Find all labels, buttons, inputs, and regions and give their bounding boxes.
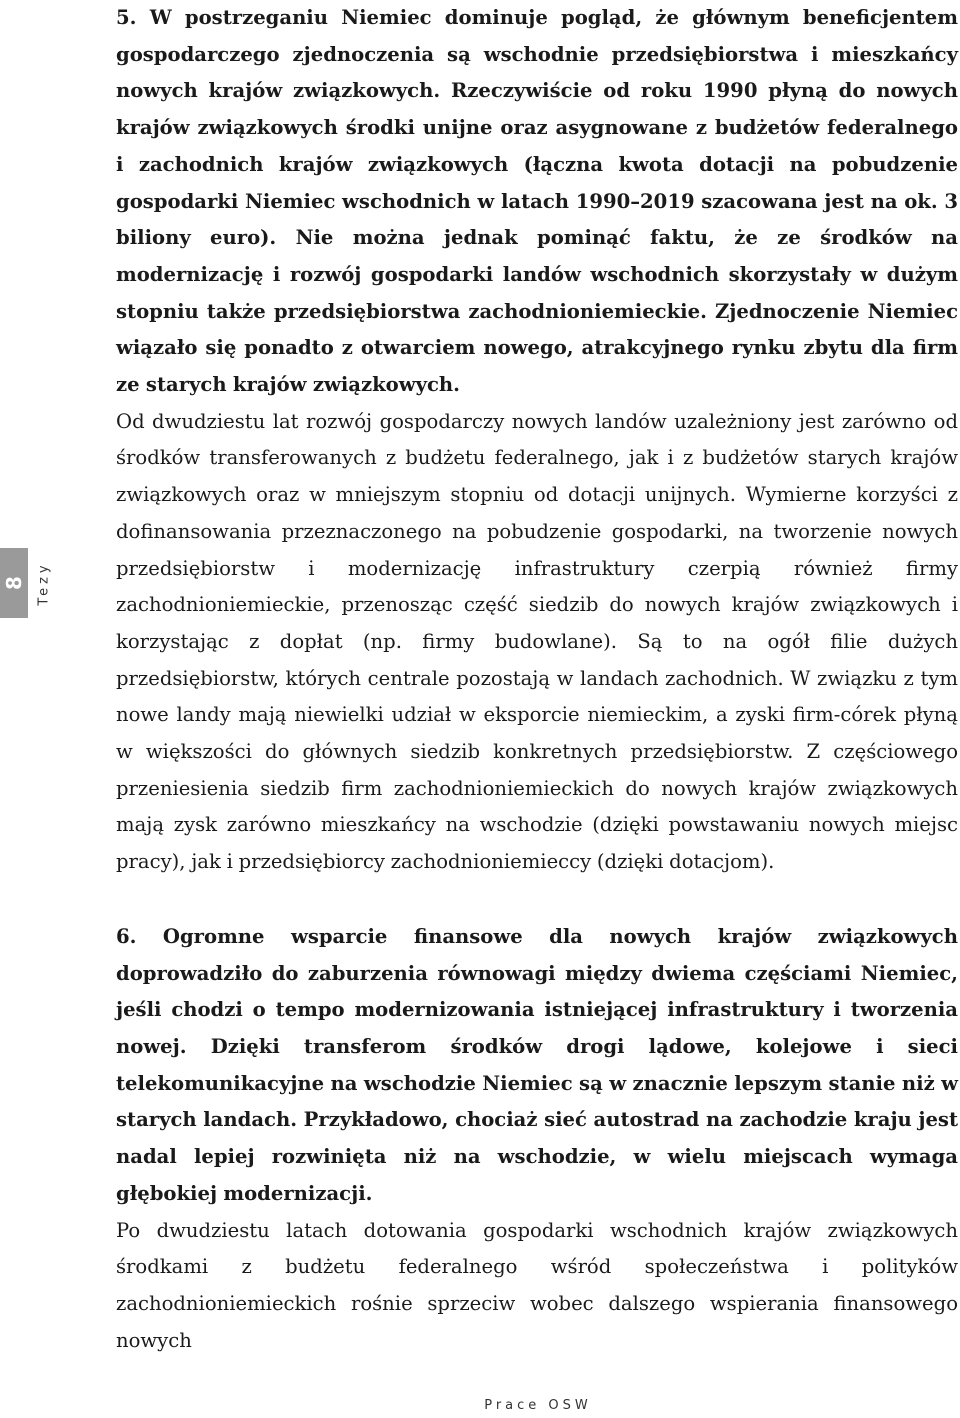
section-spacer — [116, 881, 958, 919]
section-label-box — [32, 548, 56, 618]
footer-publication: Prace OSW — [484, 1398, 592, 1413]
thesis-5-number: 5. — [116, 6, 137, 29]
page-number: 8 — [1, 576, 26, 590]
thesis-6-paragraph — [116, 919, 958, 1213]
thesis-5-text: W postrzeganiu Niemiec dominuje pogląd, że głównym beneficjentem gospodarczego zjednoczenia są wschodnie przedsiębiorstwa i mieszkańcy nowych krajów związkowych. Rzeczywiście od roku 1990 płyną do nowych krajów związkowych środki unijne oraz asygnowane z budżetów federalnego i zachodnich krajów związkowych (łączna kwota dotacji na pobudzenie gospodarki Niemiec wschodnich w latach 1990–2019 szacowana jest na ok. 3 biliony euro). Nie można jednak pominąć faktu, że ze środków na modernizację i rozwój gospodarki landów wschodnich skorzystały w dużym stopniu także przedsiębiorstwa zachodnioniemieckie. Zjednoczenie Niemiec wiązało się ponadto z otwarciem nowego, atrakcyjnego rynku zbytu dla firm ze starych krajów związkowych. — [116, 6, 958, 397]
thesis-6-text: Ogromne wsparcie finansowe dla nowych krajów związkowych doprowadziło do zaburzenia równowagi między dwiema częściami Niemiec, jeśli chodzi o tempo modernizowania istniejącej infrastruktury i tworzenia nowej. Dzięki transferom środków drogi lądowe, kolejowe i sieci telekomunikacyjne na wschodzie Niemiec są w znacznie lepszym stanie niż w starych landach. Przykładowo, chociaż sieć autostrad na zachodzie kraju jest nadal lepiej rozwinięta niż na wschodzie, w wielu miejscach wymaga głębokiej modernizacji. — [116, 924, 958, 1205]
thesis-section-6 — [116, 919, 958, 1359]
thesis-6-body: Po dwudziestu latach dotowania gospodarki wschodnich krajów związkowych środkami z budżetu federalnego wśród społeczeństwa i polityków zachodnioniemieckich rośnie sprzeciw wobec dalszego wspierania finansowego nowych — [116, 1218, 958, 1352]
thesis-6-number: 6. — [116, 924, 137, 948]
thesis-section-5 — [116, 0, 958, 881]
page-number-box — [0, 548, 28, 618]
thesis-5-paragraph — [116, 0, 958, 404]
page-content — [116, 0, 958, 1359]
page-footer — [0, 1398, 960, 1413]
thesis-5-body: Od dwudziestu lat rozwój gospodarczy nowych landów uzależniony jest zarówno od środków transferowanych z budżetu federalnego, jak i z budżetów starych krajów związkowych oraz w mniejszym stopniu od dotacji unijnych. Wymierne korzyści z dofinansowania przeznaczonego na pobudzenie gospodarki, na tworzenie nowych przedsiębiorstw i modernizację infrastruktury czerpią również firmy zachodnioniemieckie, przenosząc część siedzib do nowych krajów związkowych i korzystając z dopłat (np. firmy budowlane). Są to na ogół filie dużych przedsiębiorstw, których centrale pozostają w landach zachodnich. W związku z tym nowe landy mają niewielki udział w eksporcie niemieckim, a zyski firm-córek płyną w większości do głównych siedzib konkretnych przedsiębiorstw. Z częściowego przeniesienia siedzib firm zachodnioniemieckich do nowych krajów związkowych mają zysk zarówno mieszkańcy na wschodzie (dzięki powstawaniu nowych miejsc pracy), jak i przedsiębiorcy zachodnioniemieccy (dzięki dotacjom). — [116, 409, 958, 874]
page-marker — [0, 548, 64, 620]
section-label: Tezy — [36, 560, 52, 606]
